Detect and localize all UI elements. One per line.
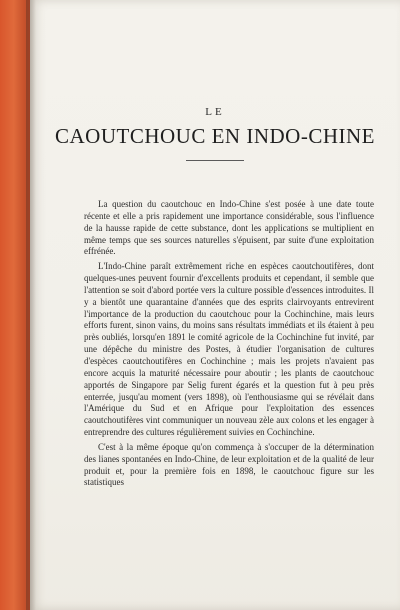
paragraph: C'est à la même époque qu'on commença à s'occuper de la détermination des lianes spontanées en Indo-Chine, de leur exploitation et de la qualité de leur produit et, pour la première fois en 1898, le caoutchouc figure sur les statistiques — [84, 441, 374, 488]
article-title: CAOUTCHOUC EN INDO-CHINE — [55, 124, 375, 148]
page-gutter-shadow — [26, 0, 36, 610]
article-kicker: LE — [205, 106, 225, 118]
paragraph: La question du caoutchouc en Indo-Chine s'est posée à une date toute récente et elle a pris rapidement une importance considérable, sous l'influence de la hausse rapide de cette substance, dont les applications se multiplient en même temps que ses sources naturelles s'épuisent, par suite d'une exploitation effrénée. — [84, 199, 374, 257]
paragraph: L'Indo-Chine paraît extrêmement riche en espèces caoutchoutifères, dont quelques-unes peuvent fournir d'excellents produits et cependant, il semble que l'attention se soit d'abord portée vers la culture possible d'essences introduites. Il y a bientôt une quarantaine d'années que des esprits clairvoyants entrevirent l'importance de la production du caoutchouc pour la Cochinchine, mais leurs efforts furent, sinon vains, du moins sans résultats immédiats et ils étaient à peu près oubliés, lorsqu'en 1891 le comité agricole de la Cochinchine fut invité, par une dépêche du ministre des Postes, à étudier l'organisation de cultures d'espèces caoutchoutifères en Cochinchine ; mais les projets n'avaient pas encore acquis la maturité nécessaire pour aboutir ; les plants de caoutchouc apportés de Singapore par Selig furent égarés et la question fut à peu près enterrée, jusqu'au moment (vers 1898), où l'enthousiasme qui se révélait dans l'Amérique du Sud et en Afrique pour l'exploitation des essences caoutchoutifères vint communiquer un nouveau zèle aux colons et les engager à entreprendre des cultures régulièrement suivies en Cochinchine. — [84, 261, 374, 438]
article-body — [84, 199, 374, 489]
title-rule — [186, 160, 244, 161]
document-page — [30, 0, 400, 610]
